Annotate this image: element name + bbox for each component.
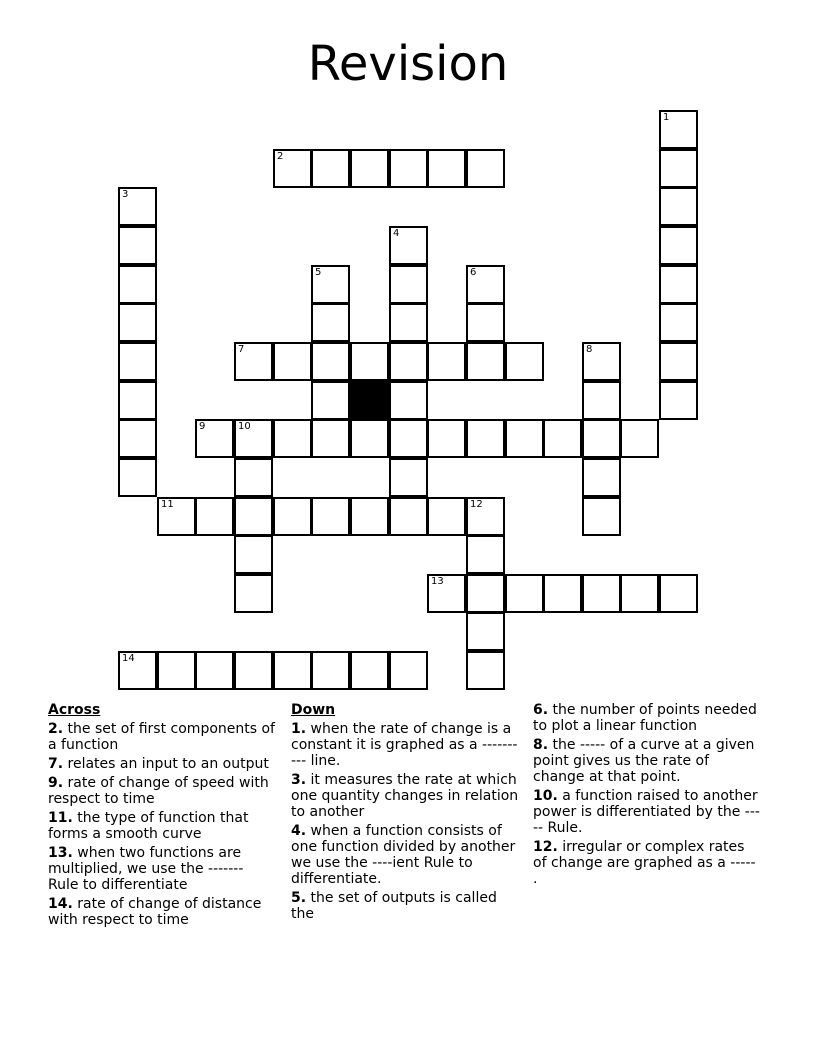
grid-cell[interactable] [427, 149, 466, 188]
cell-number: 1 [663, 112, 670, 123]
grid-cell[interactable] [273, 342, 312, 381]
grid-cell[interactable] [620, 419, 659, 458]
grid-block-cell [350, 381, 389, 420]
page-title: Revision [307, 36, 509, 92]
clue-across-11: 11. the type of function that forms a smooth curve [48, 810, 249, 842]
grid-cell[interactable] [118, 419, 157, 458]
grid-cell[interactable] [620, 574, 659, 613]
grid-cell[interactable] [659, 574, 698, 613]
cell-number: 8 [586, 344, 593, 355]
grid-cell[interactable] [389, 303, 428, 342]
grid-cell[interactable] [311, 651, 350, 690]
grid-cell[interactable] [659, 381, 698, 420]
clue-down-1: 1. when the rate of change is a constant it is graphed as a ---------- line. [291, 721, 518, 769]
grid-cell[interactable] [273, 651, 312, 690]
grid-cell[interactable] [118, 226, 157, 265]
grid-cell[interactable] [389, 651, 428, 690]
grid-cell[interactable] [273, 419, 312, 458]
grid-cell[interactable] [350, 497, 389, 536]
cell-number: 5 [315, 267, 322, 278]
grid-cell[interactable] [582, 381, 621, 420]
grid-cell[interactable] [505, 574, 544, 613]
grid-cell[interactable] [659, 110, 698, 149]
clue-down-3: 3. it measures the rate at which one quantity changes in relation to another [291, 772, 519, 820]
grid-cell[interactable] [195, 419, 234, 458]
clue-down-10: 10. a function raised to another power is differentiated by the ----- Rule. [533, 788, 760, 836]
grid-cell[interactable] [505, 419, 544, 458]
grid-cell[interactable] [466, 497, 505, 536]
grid-cell[interactable] [389, 419, 428, 458]
cell-number: 6 [470, 267, 477, 278]
grid-cell[interactable] [311, 265, 350, 304]
clue-across-14: 14. rate of change of distance with respect to time [48, 896, 262, 928]
grid-cell[interactable] [389, 381, 428, 420]
cell-number: 9 [199, 421, 206, 432]
grid-cell[interactable] [543, 574, 582, 613]
grid-cell[interactable] [582, 342, 621, 381]
grid-cell[interactable] [157, 651, 196, 690]
grid-cell[interactable] [311, 149, 350, 188]
across-heading: Across [48, 702, 101, 718]
grid-cell[interactable] [389, 342, 428, 381]
clue-across-9: 9. rate of change of speed with respect to time [48, 775, 269, 807]
grid-cell[interactable] [427, 497, 466, 536]
clue-across-7: 7. relates an input to an output [48, 756, 269, 772]
grid-cell[interactable] [311, 381, 350, 420]
grid-cell[interactable] [389, 226, 428, 265]
grid-cell[interactable] [466, 419, 505, 458]
grid-cell[interactable] [466, 303, 505, 342]
grid-cell[interactable] [582, 458, 621, 497]
grid-cell[interactable] [427, 574, 466, 613]
grid-cell[interactable] [466, 574, 505, 613]
grid-cell[interactable] [118, 342, 157, 381]
grid-cell[interactable] [350, 419, 389, 458]
grid-cell[interactable] [311, 419, 350, 458]
grid-cell[interactable] [466, 265, 505, 304]
grid-cell[interactable] [118, 265, 157, 304]
grid-cell[interactable] [118, 303, 157, 342]
grid-cell[interactable] [273, 497, 312, 536]
grid-cell[interactable] [389, 265, 428, 304]
grid-cell[interactable] [350, 342, 389, 381]
grid-cell[interactable] [157, 497, 196, 536]
grid-cell[interactable] [505, 342, 544, 381]
grid-cell[interactable] [543, 419, 582, 458]
grid-cell[interactable] [659, 342, 698, 381]
grid-cell[interactable] [195, 651, 234, 690]
clue-down-4: 4. when a function consists of one function divided by another we use the ----ient Rule to differentiate. [291, 823, 516, 887]
cell-number: 12 [470, 499, 483, 510]
grid-cell[interactable] [659, 303, 698, 342]
grid-cell[interactable] [118, 381, 157, 420]
down-clues-continued [533, 702, 761, 890]
grid-cell[interactable] [582, 497, 621, 536]
cell-number: 2 [277, 151, 284, 162]
grid-cell[interactable] [195, 497, 234, 536]
grid-cell[interactable] [582, 574, 621, 613]
grid-cell[interactable] [466, 651, 505, 690]
grid-cell[interactable] [234, 342, 273, 381]
grid-cell[interactable] [389, 458, 428, 497]
grid-cell[interactable] [659, 265, 698, 304]
grid-cell[interactable] [389, 149, 428, 188]
grid-cell[interactable] [273, 149, 312, 188]
grid-cell[interactable] [350, 651, 389, 690]
clue-down-5: 5. the set of outputs is called the [291, 890, 497, 922]
cell-number: 7 [238, 344, 245, 355]
grid-cell[interactable] [234, 574, 273, 613]
grid-cell[interactable] [118, 458, 157, 497]
grid-cell[interactable] [466, 342, 505, 381]
grid-cell[interactable] [234, 419, 273, 458]
grid-cell[interactable] [466, 612, 505, 651]
grid-cell[interactable] [350, 149, 389, 188]
cell-number: 10 [238, 421, 251, 432]
clue-down-6: 6. the number of points needed to plot a linear function [533, 702, 757, 734]
cell-number: 14 [122, 653, 135, 664]
grid-cell[interactable] [311, 342, 350, 381]
grid-cell[interactable] [311, 497, 350, 536]
cell-number: 3 [122, 189, 129, 200]
grid-cell[interactable] [234, 497, 273, 536]
cell-number: 13 [431, 576, 444, 587]
grid-cell[interactable] [234, 458, 273, 497]
cell-number: 11 [161, 499, 174, 510]
grid-cell[interactable] [659, 226, 698, 265]
grid-cell[interactable] [234, 535, 273, 574]
grid-cell[interactable] [466, 149, 505, 188]
grid-cell[interactable] [118, 651, 157, 690]
clue-across-13: 13. when two functions are multiplied, we use the ------- Rule to differentiate [48, 845, 244, 893]
grid-cell[interactable] [427, 419, 466, 458]
grid-cell[interactable] [118, 187, 157, 226]
across-clues [48, 702, 276, 931]
grid-cell[interactable] [234, 651, 273, 690]
grid-cell[interactable] [311, 303, 350, 342]
clue-down-12: 12. irregular or complex rates of change are graphed as a ----- . [533, 839, 756, 887]
clue-down-8: 8. the ----- of a curve at a given point gives us the rate of change at that point. [533, 737, 755, 785]
grid-cell[interactable] [659, 149, 698, 188]
clue-across-2: 2. the set of first components of a function [48, 721, 275, 753]
grid-cell[interactable] [466, 535, 505, 574]
grid-cell[interactable] [389, 497, 428, 536]
down-clues [291, 702, 519, 925]
cell-number: 4 [393, 228, 400, 239]
grid-cell[interactable] [427, 342, 466, 381]
down-heading: Down [291, 702, 336, 718]
grid-cell[interactable] [582, 419, 621, 458]
grid-cell[interactable] [659, 187, 698, 226]
